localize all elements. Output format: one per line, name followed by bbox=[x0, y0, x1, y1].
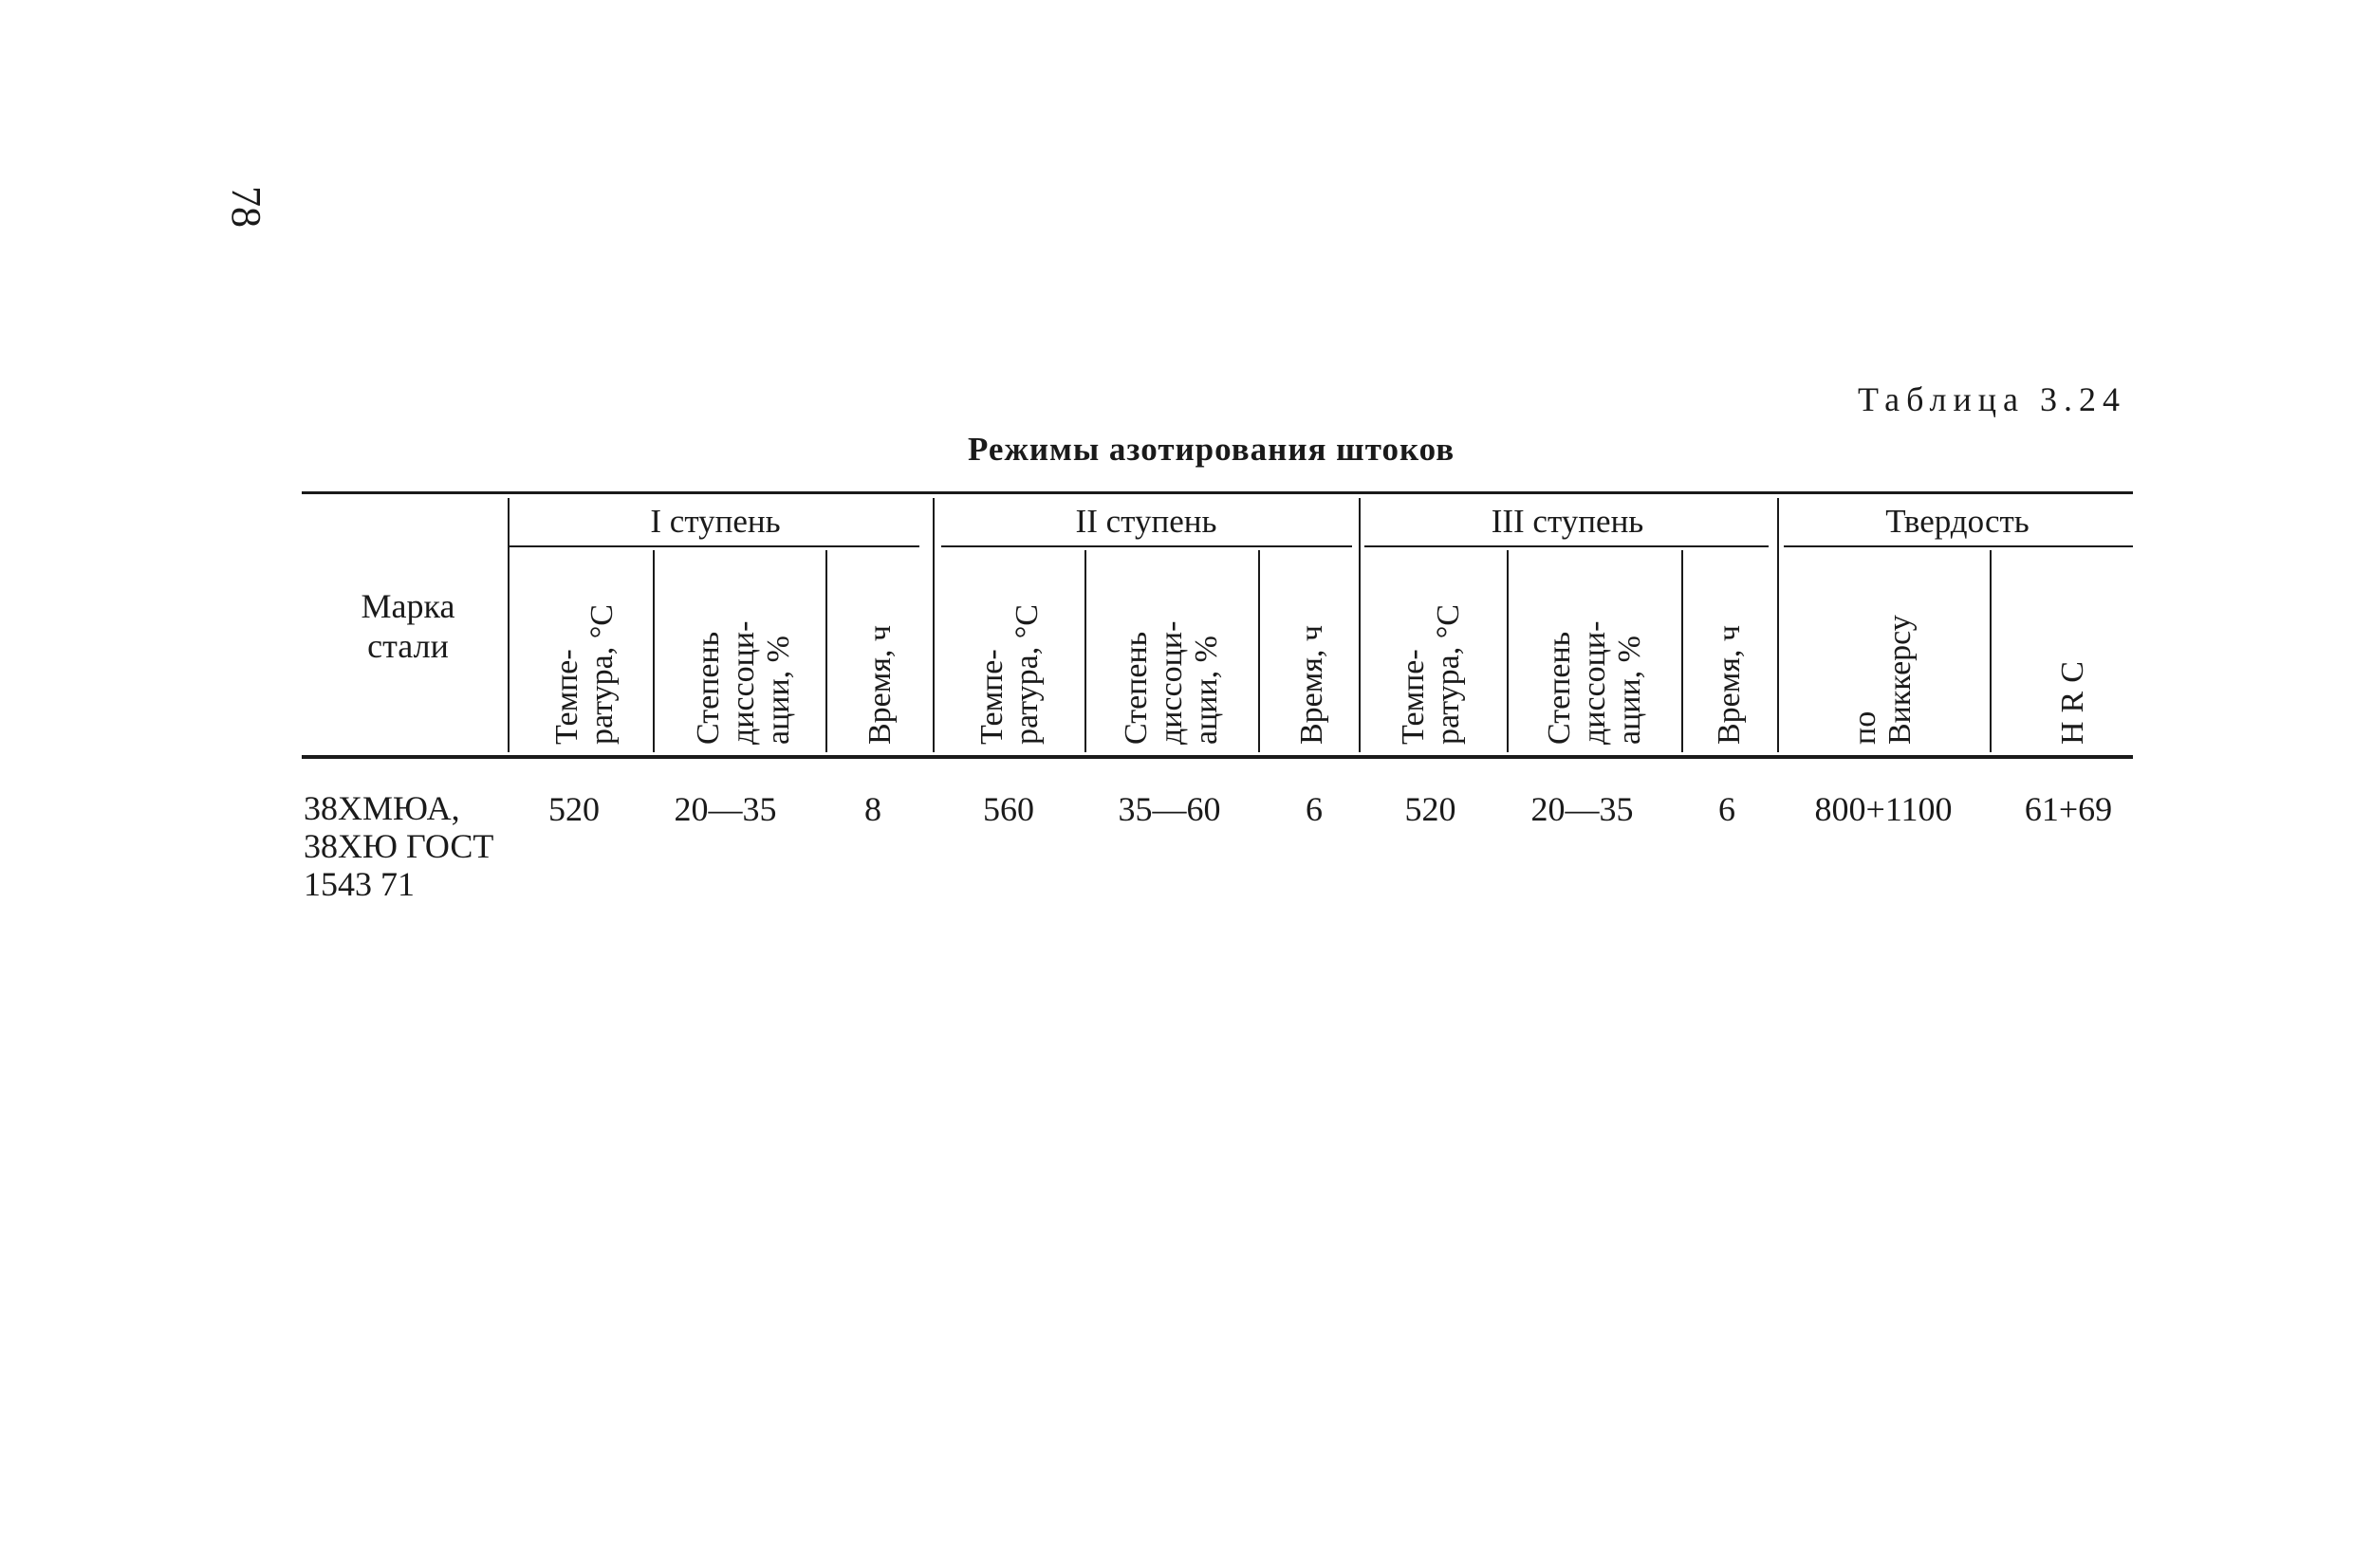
header-dissociation-line: диссоци- bbox=[1153, 620, 1189, 745]
group-rule-4 bbox=[1784, 545, 2133, 547]
group-rule-2 bbox=[941, 545, 1352, 547]
col-divider bbox=[508, 498, 510, 752]
header-steel-grade bbox=[342, 586, 474, 666]
header-vickers bbox=[1844, 555, 1920, 745]
header-dissociation-3 bbox=[1541, 555, 1647, 745]
cell-vickers: 800+1100 bbox=[1814, 790, 1953, 828]
header-vickers-line: Виккерсу bbox=[1882, 615, 1918, 745]
header-time-line: Время, ч bbox=[1293, 624, 1329, 745]
cell-steel-grade-line: 38ХЮ ГОСТ bbox=[304, 827, 494, 865]
header-time-2 bbox=[1290, 555, 1332, 745]
header-hrc-line: HRC bbox=[2054, 653, 2090, 745]
header-time-3 bbox=[1708, 555, 1750, 745]
header-temperature-line: ратура, °С bbox=[1431, 604, 1466, 745]
cell-dissociation-2: 35—60 bbox=[1118, 790, 1221, 828]
header-dissociation-line: Степень bbox=[690, 631, 726, 745]
col-divider bbox=[1990, 550, 1992, 752]
header-dissociation-line: ации, % bbox=[760, 636, 796, 745]
cell-temperature-3: 520 bbox=[1404, 790, 1456, 828]
col-divider bbox=[1258, 550, 1260, 752]
col-divider bbox=[1084, 550, 1086, 752]
header-dissociation-line: ации, % bbox=[1611, 636, 1647, 745]
header-temperature-line: ратура, °С bbox=[1010, 604, 1045, 745]
header-time-line: Время, ч bbox=[1711, 624, 1747, 745]
cell-dissociation-1: 20—35 bbox=[674, 790, 777, 828]
header-temperature-3 bbox=[1393, 555, 1469, 745]
cell-steel-grade bbox=[304, 789, 508, 903]
cell-steel-grade-line: 1543 71 bbox=[304, 865, 415, 903]
header-hrc bbox=[2051, 555, 2093, 745]
header-temperature-1 bbox=[547, 555, 622, 745]
col-divider bbox=[1681, 550, 1683, 752]
header-steel-grade-line: стали bbox=[367, 627, 449, 665]
cell-time-3: 6 bbox=[1718, 790, 1735, 828]
header-temperature-2 bbox=[972, 555, 1047, 745]
col-divider bbox=[1777, 498, 1779, 752]
cell-dissociation-3: 20—35 bbox=[1530, 790, 1634, 828]
header-group-hardness: Твердость bbox=[1885, 503, 2030, 540]
header-temperature-line: Темпе- bbox=[549, 649, 584, 745]
header-dissociation-line: диссоци- bbox=[1576, 620, 1612, 745]
cell-temperature-2: 560 bbox=[983, 790, 1034, 828]
table-label: Таблица 3.24 bbox=[1858, 380, 2126, 418]
header-time-line: Время, ч bbox=[862, 624, 898, 745]
header-dissociation-line: Степень bbox=[1541, 631, 1577, 745]
cell-time-2: 6 bbox=[1306, 790, 1323, 828]
header-dissociation-line: диссоци- bbox=[725, 620, 761, 745]
cell-temperature-1: 520 bbox=[548, 790, 600, 828]
group-rule-1 bbox=[510, 545, 919, 547]
header-group-stage-2: II ступень bbox=[1075, 503, 1217, 540]
header-group-stage-1: I ступень bbox=[650, 503, 781, 540]
col-divider bbox=[653, 550, 655, 752]
table-title: Режимы азотирования штоков bbox=[968, 431, 1455, 468]
header-time-1 bbox=[859, 555, 900, 745]
header-group-stage-3: III ступень bbox=[1491, 503, 1644, 540]
header-vickers-line: по bbox=[1847, 710, 1882, 745]
header-dissociation-2 bbox=[1118, 555, 1224, 745]
cell-hrc: 61+69 bbox=[2024, 790, 2113, 828]
header-steel-grade-line: Марка bbox=[361, 587, 455, 625]
header-temperature-line: Темпе- bbox=[974, 649, 1010, 745]
group-rule-3 bbox=[1364, 545, 1769, 547]
col-divider bbox=[825, 550, 827, 752]
col-divider bbox=[933, 498, 935, 752]
cell-steel-grade-line: 38ХМЮА, bbox=[304, 789, 460, 827]
cell-time-1: 8 bbox=[864, 790, 881, 828]
header-dissociation-1 bbox=[690, 555, 796, 745]
page-number: 78 bbox=[223, 186, 270, 228]
table-top-rule bbox=[302, 491, 2133, 494]
header-dissociation-line: Степень bbox=[1118, 631, 1154, 745]
header-bottom-rule bbox=[302, 755, 2133, 759]
header-temperature-line: ратура, °С bbox=[584, 604, 620, 745]
col-divider bbox=[1359, 498, 1361, 752]
header-temperature-line: Темпе- bbox=[1396, 649, 1431, 745]
col-divider bbox=[1507, 550, 1509, 752]
header-dissociation-line: ации, % bbox=[1188, 636, 1224, 745]
